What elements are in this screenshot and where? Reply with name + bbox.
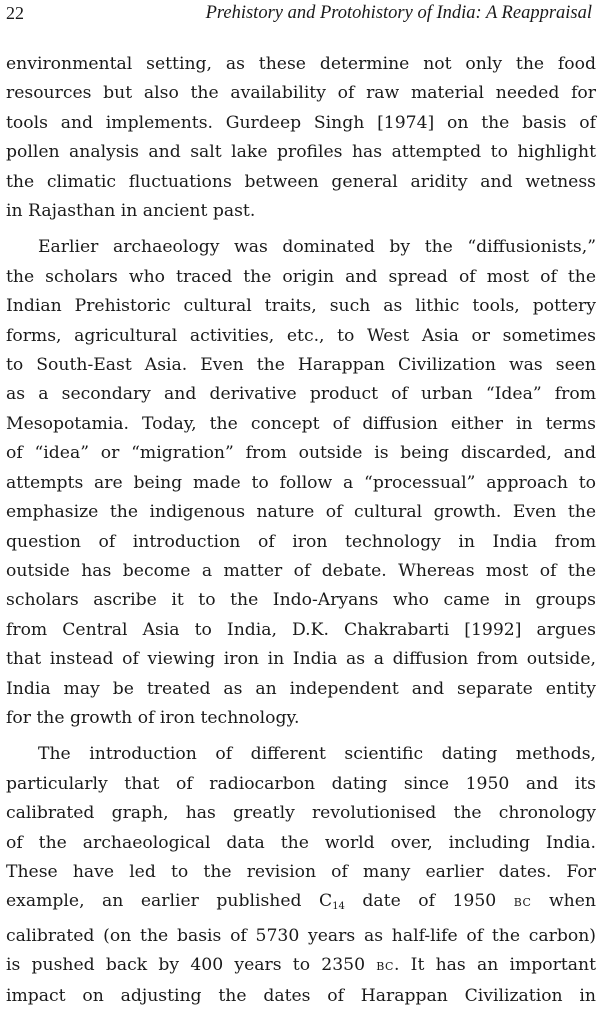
text-line: environmental setting, as these determine not only the food (6, 54, 596, 74)
text-line: the scholars who traced the origin and spread of most of the (6, 266, 596, 287)
text-line: Earlier archaeology was dominated by the “diffusionists,” (38, 237, 596, 258)
era-label: BC (376, 960, 394, 974)
era-label: BC (513, 896, 532, 910)
text-line: calibrated graph, has greatly revolutionised the chronology (6, 803, 596, 824)
text-line: of the archaeological data the world over, including India. (6, 832, 596, 853)
text-line: that instead of viewing iron in India as a diffusion from outside, (6, 649, 596, 670)
text-line: Indian Prehistoric cultural traits, such as lithic tools, pottery (6, 296, 596, 317)
text-run: . It has an important (393, 955, 596, 976)
text-line: outside has become a matter of debate. Whereas most of the (6, 560, 596, 581)
text-line: question of introduction of iron technology in India from (6, 531, 596, 552)
text-line: calibrated (on the basis of 5730 years as half-life of the carbon) (6, 925, 596, 946)
text-run: example, an earlier published C (6, 891, 333, 912)
paragraph-3 (6, 740, 596, 1011)
text-line: particularly that of radiocarbon dating since 1950 and its (6, 773, 596, 794)
text-line: the climatic fluctuations between general aridity and wetness (6, 171, 596, 192)
text-line: The introduction of different scientific dating methods, (38, 744, 596, 765)
text-line: India may be treated as an independent and separate entity (6, 678, 596, 699)
text-line: forms, agricultural activities, etc., to West Asia or sometimes (6, 325, 596, 346)
text-line: attempts are being made to follow a “processual” approach to (6, 472, 596, 493)
text-run: date of 1950 (344, 891, 514, 912)
subscript-14: 14 (332, 901, 345, 913)
text-line: to South-East Asia. Even the Harappan Civilization was seen (6, 355, 596, 376)
page-number: 22 (6, 3, 24, 23)
page-header (0, 0, 600, 30)
paragraph-1 (6, 50, 596, 226)
running-title: Prehistory and Protohistory of India: A Reappraisal (205, 3, 592, 23)
text-line: tools and implements. Gurdeep Singh [1974] on the basis of (6, 112, 596, 133)
text-line: from Central Asia to India, D.K. Chakrabarti [1992] argues (6, 619, 596, 640)
text-run: when (531, 891, 596, 912)
text-line: Mesopotamia. Today, the concept of diffusion either in terms (6, 413, 596, 434)
paragraph-2 (6, 233, 596, 733)
body-text (6, 50, 596, 1011)
text-line: scholars ascribe it to the Indo-Aryans who came in groups (6, 590, 596, 611)
text-line: emphasize the indigenous nature of cultural growth. Even the (6, 502, 596, 523)
text-line: for the growth of iron technology. (6, 707, 300, 728)
text-line: resources but also the availability of raw material needed for (6, 83, 596, 104)
text-run: is pushed back by 400 years to 2350 (6, 955, 377, 976)
text-line-c14 (6, 887, 596, 921)
text-line: in Rajasthan in ancient past. (6, 201, 256, 222)
text-line: pollen analysis and salt lake profiles has attempted to highlight (6, 142, 596, 163)
text-line-bc (6, 951, 596, 981)
text-line: as a secondary and derivative product of urban “Idea” from (6, 384, 596, 405)
text-line: of “idea” or “migration” from outside is being discarded, and (6, 443, 596, 464)
text-line: These have led to the revision of many earlier dates. For (6, 861, 596, 882)
text-line: impact on adjusting the dates of Harappan Civilization in (6, 985, 596, 1006)
